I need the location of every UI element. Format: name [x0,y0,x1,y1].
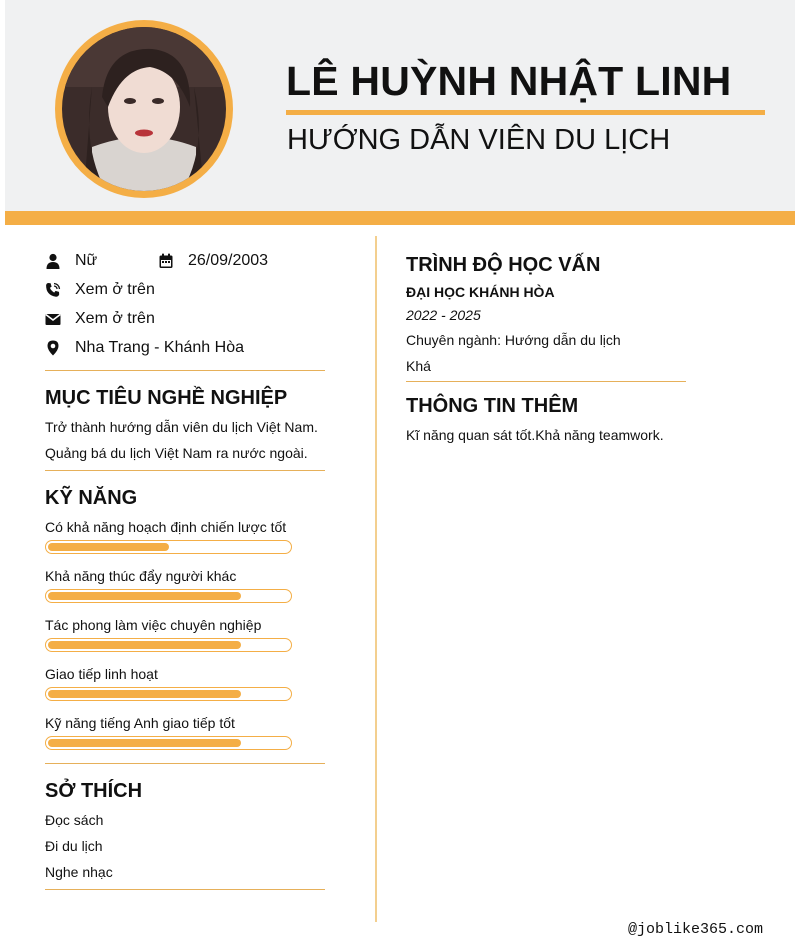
envelope-icon [45,311,61,327]
objective-line: Quảng bá du lịch Việt Nam ra nước ngoài. [45,445,308,461]
skill-label: Tác phong làm việc chuyên nghiệp [45,617,262,633]
hobby-item: Đi du lịch [45,838,103,854]
extra-title: THÔNG TIN THÊM [406,395,579,417]
email-value: Xem ở trên [75,310,155,327]
skill-bar-fill [48,739,241,747]
avatar [55,20,233,198]
candidate-name: LÊ HUỲNH NHẬT LINH [286,58,732,104]
calendar-icon [158,253,174,269]
study-period: 2022 - 2025 [406,307,481,323]
email-row [45,308,155,330]
skill-label: Kỹ năng tiếng Anh giao tiếp tốt [45,715,235,731]
divider [45,470,325,471]
header-accent-bar [5,211,795,225]
objective-line: Trở thành hướng dẫn viên du lịch Việt Nam. [45,419,318,435]
gender-row [45,250,97,272]
map-pin-icon [45,340,61,356]
skill-bar-fill [48,641,241,649]
name-underline [286,110,765,115]
objective-title: MỤC TIÊU NGHỀ NGHIỆP [45,387,288,409]
skill-bar-fill [48,543,169,551]
divider [406,381,686,382]
gender-value: Nữ [75,252,98,269]
hobby-item: Nghe nhạc [45,864,113,880]
candidate-role: HƯỚNG DẪN VIÊN DU LỊCH [287,124,671,156]
address-value: Nha Trang - Khánh Hòa [75,339,244,356]
skill-bar [45,638,292,652]
divider [45,370,325,371]
extra-text: Kĩ năng quan sát tốt.Khả năng teamwork. [406,427,664,443]
phone-row [45,279,155,301]
skills-title: KỸ NĂNG [45,487,138,509]
study-grade: Khá [406,358,431,374]
study-major: Chuyên ngành: Hướng dẫn du lịch [406,332,621,348]
column-divider [375,236,377,922]
hobby-item: Đọc sách [45,812,104,828]
phone-value: Xem ở trên [75,281,155,298]
birthday-row [158,250,268,272]
divider [45,763,325,764]
education-title: TRÌNH ĐỘ HỌC VẤN [406,254,601,276]
skill-label: Giao tiếp linh hoạt [45,666,158,682]
school-name: ĐẠI HỌC KHÁNH HÒA [406,284,555,300]
watermark: @joblike365.com [628,921,764,938]
divider [45,889,325,890]
skill-label: Khả năng thúc đẩy người khác [45,568,237,584]
avatar-photo [62,27,226,191]
skill-bar [45,540,292,554]
address-row [45,337,244,359]
skill-bar [45,736,292,750]
skill-bar [45,589,292,603]
birthday-value: 26/09/2003 [188,252,269,269]
skill-bar-fill [48,592,241,600]
skill-bar-fill [48,690,241,698]
phone-icon [45,282,61,298]
skill-bar [45,687,292,701]
skill-label: Có khả năng hoạch định chiến lược tốt [45,519,287,535]
hobbies-title: SỞ THÍCH [45,780,143,802]
user-icon [45,253,61,269]
